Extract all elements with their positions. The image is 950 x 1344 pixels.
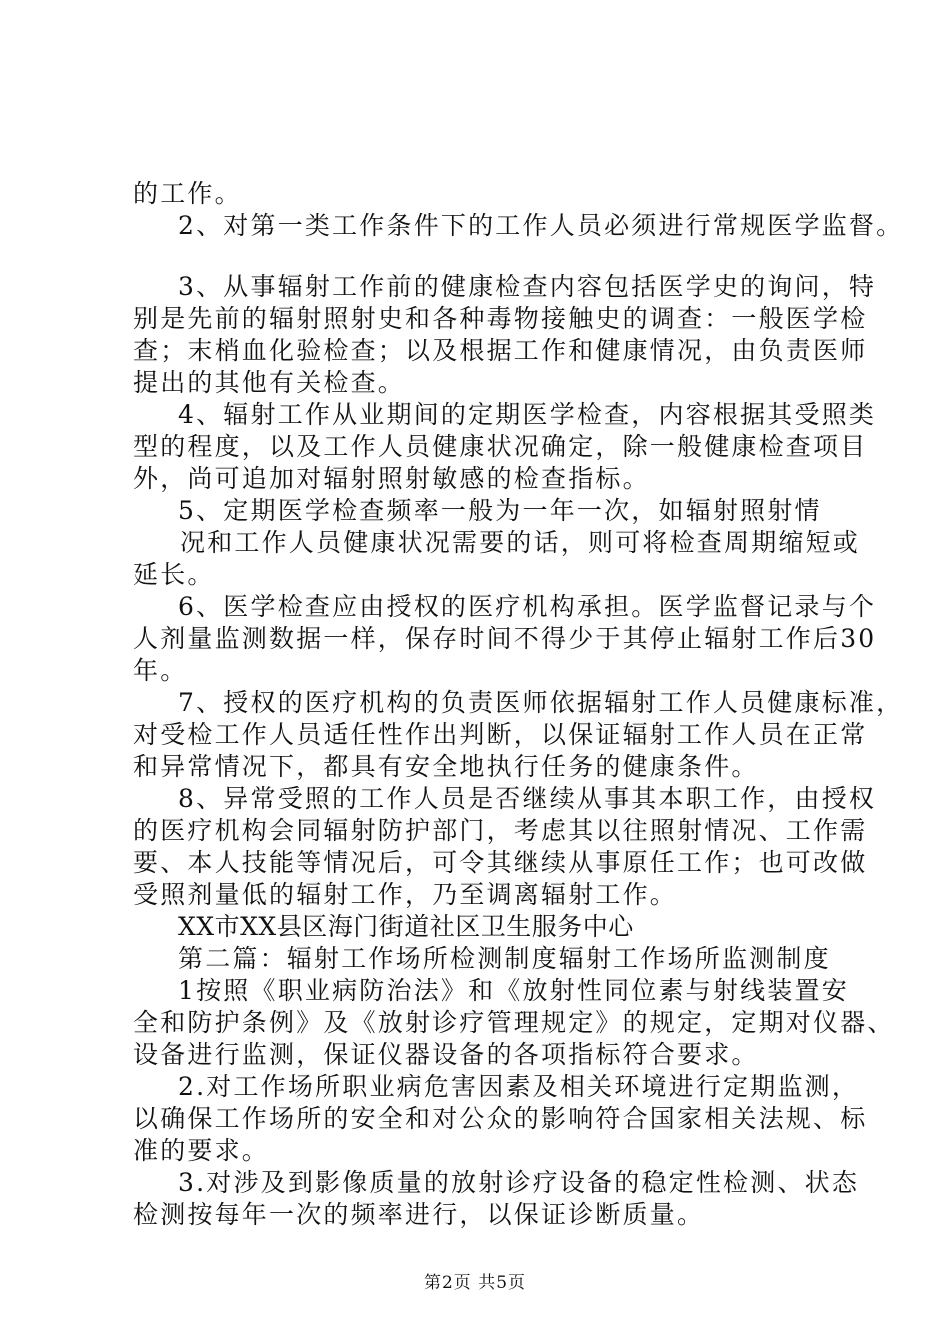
text-line: 3、从事辐射工作前的健康检查内容包括医学史的询问，特 — [178, 272, 877, 301]
text-line: 7、授权的医疗机构的负责医师依据辐射工作人员健康标准， — [178, 688, 904, 717]
text-line: 型的程度，以及工作人员健康状况确定，除一般健康检查项目 — [133, 432, 868, 461]
text-line: 检测按每年一次的频率进行，以保证诊断质量。 — [133, 1200, 705, 1229]
text-line: 全和防护条例》及《放射诊疗管理规定》的规定，定期对仪器、 — [133, 1008, 895, 1037]
text-line: 设备进行监测，保证仪器设备的各项指标符合要求。 — [133, 1040, 759, 1069]
text-line: 受照剂量低的辐射工作，乃至调离辐射工作。 — [133, 880, 678, 909]
organization-name: XX市XX县区海门街道社区卫生服务中心 — [178, 912, 634, 941]
text-line: 的工作。 — [133, 179, 242, 208]
page-number-footer: 第2页 共5页 — [423, 1273, 527, 1293]
text-line: 年。 — [133, 656, 188, 685]
text-line: 2.对工作场所职业病危害因素及相关环境进行定期监测， — [178, 1072, 860, 1101]
text-line: 延长。 — [133, 560, 215, 589]
text-line: 的医疗机构会同辐射防护部门，考虑其以往照射情况、工作需 — [133, 816, 868, 845]
text-line: 别是先前的辐射照射史和各种毒物接触史的调查：一般医学检 — [133, 304, 868, 333]
text-line: 以确保工作场所的安全和对公众的影响符合国家相关法规、标 — [133, 1104, 868, 1133]
text-line: 人剂量监测数据一样，保存时间不得少于其停止辐射工作后30 — [133, 624, 877, 653]
text-line: 6、医学检查应由授权的医疗机构承担。医学监督记录与个 — [178, 592, 877, 621]
text-line: 3.对涉及到影像质量的放射诊疗设备的稳定性检测、状态 — [178, 1168, 860, 1197]
text-line: 提出的其他有关检查。 — [133, 368, 406, 397]
text-line: 对受检工作人员适任性作出判断，以保证辐射工作人员在正常 — [133, 720, 868, 749]
text-line: 2、对第一类工作条件下的工作人员必须进行常规医学监督。 — [178, 211, 904, 240]
text-line: 1按照《职业病防治法》和《放射性同位素与射线装置安 — [178, 976, 849, 1005]
text-line: 和异常情况下，都具有安全地执行任务的健康条件。 — [133, 752, 759, 781]
text-line: 要、本人技能等情况后，可令其继续从事原任工作；也可改做 — [133, 848, 868, 877]
text-line: 外，尚可追加对辐射照射敏感的检查指标。 — [133, 464, 650, 493]
text-line: 8、异常受照的工作人员是否继续从事其本职工作，由授权 — [178, 784, 877, 813]
text-line: 4、辐射工作从业期间的定期医学检查，内容根据其受照类 — [178, 400, 877, 429]
text-line: 准的要求。 — [133, 1136, 270, 1165]
text-line: 况和工作人员健康状况需要的话，则可将检查周期缩短或 — [180, 528, 861, 557]
text-line: 查；末梢血化验检查；以及根据工作和健康情况，由负责医师 — [133, 336, 868, 365]
section-heading: 第二篇：辐射工作场所检测制度辐射工作场所监测制度 — [178, 944, 831, 973]
text-line: 5、定期医学检查频率一般为一年一次，如辐射照射情 — [178, 496, 822, 525]
